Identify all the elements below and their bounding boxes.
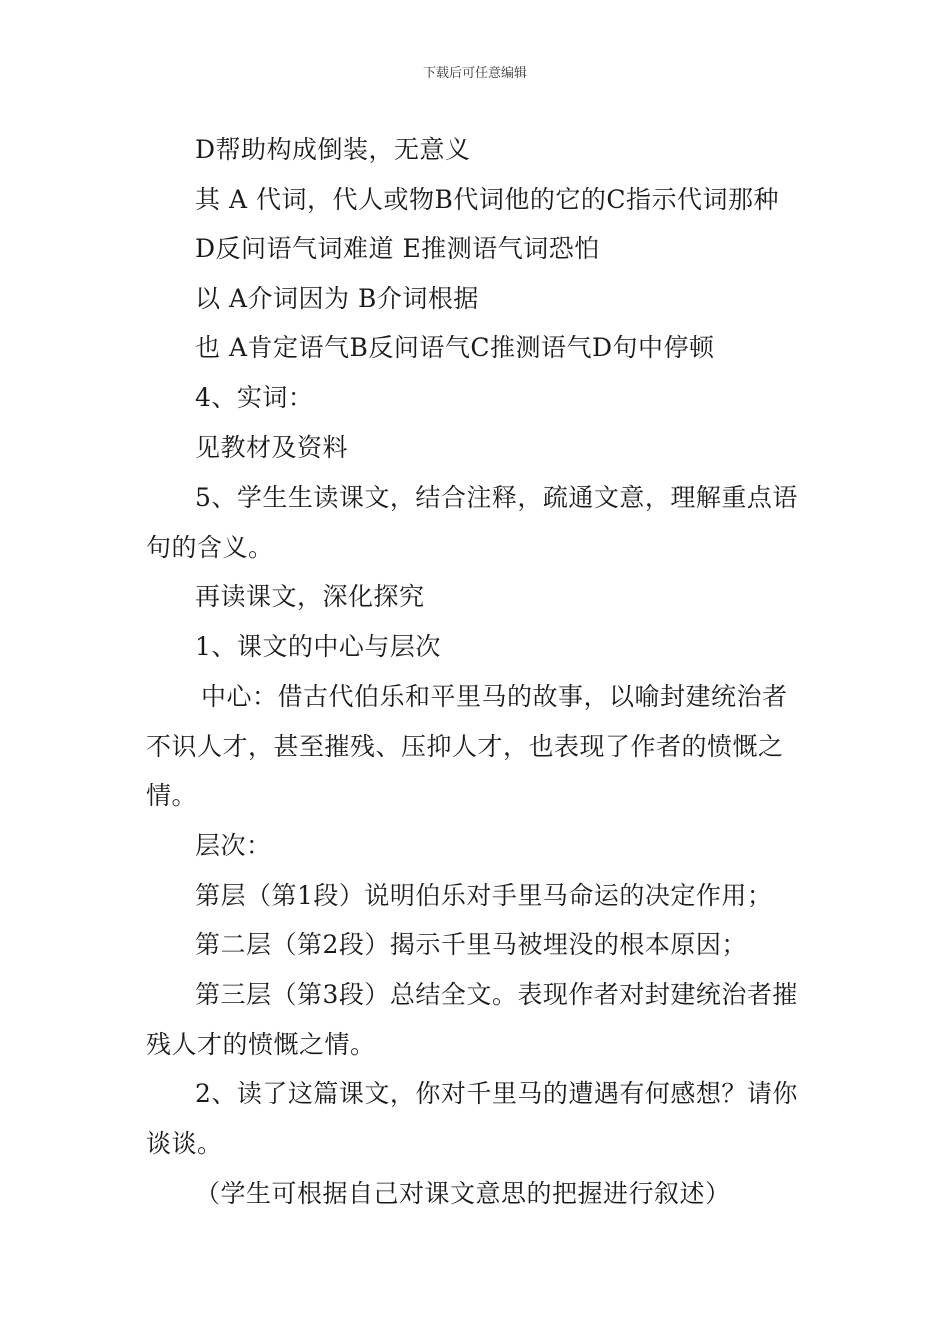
text-line: 也 A肯定语气B反问语气C推测语气D句中停顿 [195, 333, 715, 362]
text-line: D帮助构成倒装，无意义 [195, 135, 471, 164]
text-line: 以 A介词因为 B介词根据 [195, 284, 479, 313]
text-line: 第层（第1段）说明伯乐对手里马命运的决定作用； [195, 881, 773, 910]
text-line: 情。 [146, 781, 198, 810]
text-line: 第二层（第2段）揭示千里马被埋没的根本原因； [195, 930, 747, 959]
text-line: 句的含义。 [146, 533, 274, 562]
text-line: 谈谈。 [146, 1129, 223, 1158]
text-line: （学生可根据自己对课文意思的把握进行叙述） [195, 1179, 731, 1208]
text-line: 残人才的愤慨之情。 [146, 1030, 376, 1059]
text-line: D反问语气词难道 E推测语气词恐怕 [195, 234, 600, 263]
text-line: 中心：借古代伯乐和平里马的故事，以喻封建统治者 [201, 682, 788, 711]
text-line: 见教材及资料 [195, 433, 349, 462]
text-line: 1、课文的中心与层次 [195, 632, 441, 661]
text-line: 5、学生生读课文，结合注释，疏通文意，理解重点语 [195, 483, 798, 512]
page-header: 下载后可任意编辑 [422, 66, 527, 81]
text-line: 不识人才，甚至摧残、压抑人才，也表现了作者的愤慨之 [146, 732, 784, 761]
text-line: 4、实词： [195, 383, 314, 412]
text-line: 再读课文，深化探究 [195, 582, 425, 611]
text-line: 第三层（第3段）总结全文。表现作者对封建统治者摧 [195, 980, 798, 1009]
text-line: 2、读了这篇课文，你对千里马的遭遇有何感想？请你 [195, 1079, 798, 1108]
text-line: 其 A 代词，代人或物B代词他的它的C指示代词那种 [195, 185, 779, 214]
text-line: 层次： [195, 831, 272, 860]
